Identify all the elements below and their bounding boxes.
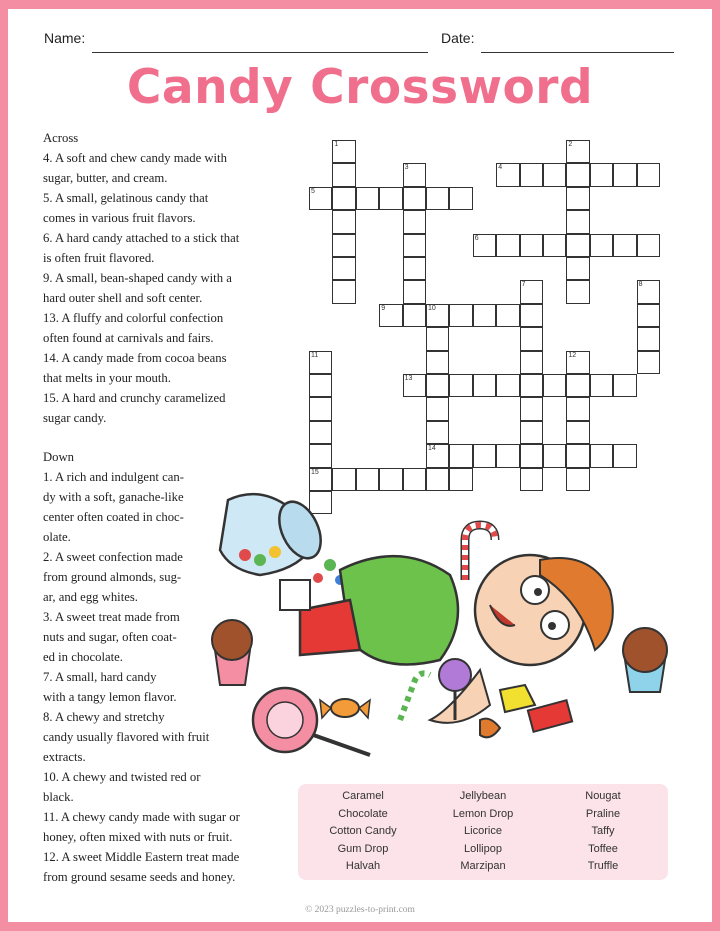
crossword-cell[interactable]	[566, 234, 589, 257]
crossword-cell[interactable]	[426, 351, 449, 374]
clue-line: hard outer shell and soft center.	[43, 291, 203, 305]
word-bank-column-2	[418, 788, 548, 876]
crossword-cell[interactable]	[520, 374, 543, 397]
clue-line: sugar candy.	[43, 411, 107, 425]
candy-jar-icon	[220, 494, 329, 575]
clue-line: 8. A chewy and stretchy	[43, 710, 165, 724]
clue-line: ed in chocolate.	[43, 650, 123, 664]
copyright-footer: © 2023 puzzles-to-print.com	[305, 905, 415, 915]
crossword-cell[interactable]	[449, 187, 472, 210]
crossword-cell[interactable]	[520, 421, 543, 444]
crossword-cell[interactable]	[496, 234, 519, 257]
clue-line: from ground almonds, sug-	[43, 570, 182, 584]
crossword-cell[interactable]	[309, 351, 332, 374]
down-heading: Down	[43, 450, 75, 464]
crossword-cell[interactable]	[543, 374, 566, 397]
crossword-cell[interactable]	[520, 304, 543, 327]
boy-icon	[280, 555, 613, 723]
crossword-cell[interactable]	[426, 397, 449, 420]
word-bank-item: Jellybean	[459, 790, 507, 802]
clue-number: 1	[334, 141, 339, 148]
clue-number: 6	[474, 234, 479, 242]
crossword-cell[interactable]	[309, 444, 332, 467]
crossword-cell[interactable]	[637, 304, 660, 327]
clue-number: 15	[311, 468, 319, 476]
name-label: Name:	[44, 30, 86, 46]
clue-line: that melts in your mouth.	[43, 371, 171, 385]
clue-line: candy usually flavored with fruit	[43, 730, 210, 744]
crossword-cell[interactable]	[332, 234, 355, 257]
crossword-cell[interactable]	[309, 187, 332, 210]
clue-line: 4. A soft and chew candy made with	[43, 151, 227, 165]
word-bank-item: Truffle	[587, 860, 619, 872]
crossword-cell[interactable]	[332, 257, 355, 280]
crossword-cell[interactable]	[520, 351, 543, 374]
word-bank-item: Cotton Candy	[329, 825, 397, 837]
crossword-cell[interactable]	[496, 444, 519, 467]
crossword-cell[interactable]	[403, 210, 426, 233]
crossword-cell[interactable]	[613, 444, 636, 467]
clue-line: olate.	[43, 530, 71, 544]
crossword-cell[interactable]	[613, 374, 636, 397]
crossword-cell[interactable]	[543, 444, 566, 467]
clue-line: 5. A small, gelatinous candy that	[43, 191, 209, 205]
clue-line: black.	[43, 790, 74, 804]
crossword-cell[interactable]	[566, 397, 589, 420]
crossword-cell[interactable]	[332, 210, 355, 233]
crossword-cell[interactable]	[496, 374, 519, 397]
crossword-cell[interactable]	[426, 187, 449, 210]
crossword-cell[interactable]	[449, 444, 472, 467]
crossword-cell[interactable]	[473, 444, 496, 467]
clue-number: 11	[311, 351, 319, 359]
word-bank-item: Gum Drop	[337, 842, 389, 855]
crossword-cell[interactable]	[332, 280, 355, 303]
word-bank-item: Chocolate	[338, 807, 388, 820]
crossword-cell[interactable]	[566, 257, 589, 280]
clue-line: 11. A chewy candy made with sugar or	[43, 810, 240, 824]
clue-line: 13. A fluffy and colorful confection	[43, 311, 224, 325]
crossword-cell[interactable]	[520, 234, 543, 257]
clue-line: ar, and egg whites.	[43, 590, 138, 604]
clue-number: 9	[381, 304, 386, 312]
crossword-cell[interactable]	[637, 280, 660, 303]
crossword-cell[interactable]	[590, 374, 613, 397]
clue-line: nuts and sugar, often coat-	[43, 630, 177, 644]
crossword-cell[interactable]	[332, 187, 355, 210]
across-clues	[43, 128, 239, 428]
word-bank-item: Licorice	[464, 825, 502, 837]
clue-number: 14	[428, 445, 436, 453]
crossword-cell[interactable]	[566, 187, 589, 210]
clue-line: center often coated in choc-	[43, 510, 184, 524]
word-bank-item: Lemon Drop	[452, 807, 514, 820]
crossword-cell[interactable]	[309, 421, 332, 444]
clue-line: 15. A hard and crunchy caramelized	[43, 391, 226, 405]
word-bank-item: Praline	[585, 807, 621, 820]
crossword-cell[interactable]	[426, 421, 449, 444]
crossword-cell[interactable]	[473, 374, 496, 397]
clue-line: honey, often mixed with nuts or fruit.	[43, 830, 233, 844]
crossword-cell[interactable]	[403, 280, 426, 303]
crossword-cell[interactable]	[426, 327, 449, 350]
crossword-cell[interactable]	[520, 397, 543, 420]
crossword-cell[interactable]	[520, 327, 543, 350]
crossword-cell[interactable]	[403, 304, 426, 327]
crossword-cell[interactable]	[566, 351, 589, 374]
crossword-cell[interactable]	[309, 374, 332, 397]
crossword-cell[interactable]	[496, 304, 519, 327]
crossword-cell[interactable]	[613, 163, 636, 186]
across-heading: Across	[43, 131, 79, 145]
crossword-cell[interactable]	[637, 163, 660, 186]
clue-line: 6. A hard candy attached to a stick that	[43, 231, 240, 245]
crossword-cell[interactable]	[403, 234, 426, 257]
crossword-cell[interactable]	[403, 187, 426, 210]
crossword-cell[interactable]	[566, 140, 589, 163]
clue-number: 10	[428, 304, 436, 312]
clue-line: 14. A candy made from cocoa beans	[43, 351, 227, 365]
clue-line: 7. A small, hard candy	[43, 670, 157, 684]
crossword-cell[interactable]	[543, 163, 566, 186]
clue-line: from ground sesame seeds and honey.	[43, 870, 236, 884]
clue-line: is often fruit flavored.	[43, 251, 155, 265]
crossword-cell[interactable]	[520, 163, 543, 186]
crossword-cell[interactable]	[356, 187, 379, 210]
crossword-cell[interactable]	[520, 444, 543, 467]
crossword-cell[interactable]	[473, 234, 496, 257]
crossword-cell[interactable]	[566, 163, 589, 186]
crossword-cell[interactable]	[449, 374, 472, 397]
clue-line: sugar, butter, and cream.	[43, 171, 168, 185]
clue-line: 9. A small, bean-shaped candy with a	[43, 271, 232, 285]
word-bank	[298, 784, 668, 880]
clue-number: 4	[498, 164, 503, 172]
crossword-cell[interactable]	[403, 374, 426, 397]
date-field[interactable]	[481, 52, 674, 53]
crossword-cell[interactable]	[332, 140, 355, 163]
crossword-cell[interactable]	[590, 234, 613, 257]
clue-line: 1. A rich and indulgent can-	[43, 470, 184, 484]
crossword-cell[interactable]	[426, 304, 449, 327]
crossword-cell[interactable]	[496, 163, 519, 186]
word-bank-item: Lollipop	[464, 842, 502, 855]
word-bank-item: Caramel	[342, 790, 384, 802]
clue-number: 7	[521, 281, 526, 289]
word-bank-item: Halvah	[345, 860, 381, 872]
crossword-cell[interactable]	[449, 304, 472, 327]
page-title: Candy Crossword	[126, 60, 594, 115]
crossword-cell[interactable]	[379, 187, 402, 210]
clue-number: 2	[568, 141, 573, 148]
candy-boy-illustration	[200, 480, 690, 780]
crossword-cell[interactable]	[566, 444, 589, 467]
word-bank-item: Toffee	[588, 842, 618, 855]
crossword-cell[interactable]	[403, 257, 426, 280]
crossword-cell[interactable]	[520, 280, 543, 303]
crossword-cell[interactable]	[637, 327, 660, 350]
clue-number: 12	[568, 351, 577, 359]
crossword-cell[interactable]	[379, 304, 402, 327]
clue-number: 8	[638, 281, 643, 289]
clue-line: comes in various fruit flavors.	[43, 211, 196, 225]
word-bank-item: Marzipan	[460, 860, 506, 872]
crossword-cell[interactable]	[566, 374, 589, 397]
crossword-cell[interactable]	[566, 280, 589, 303]
word-bank-item: Taffy	[591, 825, 615, 837]
crossword-cell[interactable]	[426, 444, 449, 467]
crossword-cell[interactable]	[426, 374, 449, 397]
clue-line: 12. A sweet Middle Eastern treat made	[43, 850, 240, 864]
crossword-cell[interactable]	[332, 163, 355, 186]
crossword-cell[interactable]	[473, 304, 496, 327]
clue-line: with a tangy lemon flavor.	[43, 690, 177, 704]
date-label: Date:	[441, 30, 475, 46]
crossword-cell[interactable]	[637, 234, 660, 257]
clue-line: dy with a soft, ganache-like	[43, 490, 184, 504]
crossword-cell[interactable]	[590, 163, 613, 186]
name-field[interactable]	[92, 52, 428, 53]
clue-line: 3. A sweet treat made from	[43, 610, 180, 624]
crossword-cell[interactable]	[637, 351, 660, 374]
word-bank-column-1	[298, 788, 428, 876]
crossword-cell[interactable]	[566, 421, 589, 444]
clue-line: 2. A sweet confection made	[43, 550, 183, 564]
word-bank-item: Nougat	[585, 790, 621, 802]
clue-number: 5	[311, 187, 315, 195]
crossword-cell[interactable]	[403, 163, 426, 186]
word-bank-column-3	[538, 788, 668, 876]
crossword-cell[interactable]	[613, 234, 636, 257]
crossword-cell[interactable]	[590, 444, 613, 467]
crossword-cell[interactable]	[566, 210, 589, 233]
clue-line: often found at carnivals and fairs.	[43, 331, 214, 345]
clue-line: 10. A chewy and twisted red or	[43, 770, 201, 784]
clue-number: 3	[404, 164, 409, 172]
crossword-cell[interactable]	[543, 234, 566, 257]
clue-line: extracts.	[43, 750, 86, 764]
crossword-cell[interactable]	[309, 397, 332, 420]
clue-number: 13	[404, 375, 413, 382]
